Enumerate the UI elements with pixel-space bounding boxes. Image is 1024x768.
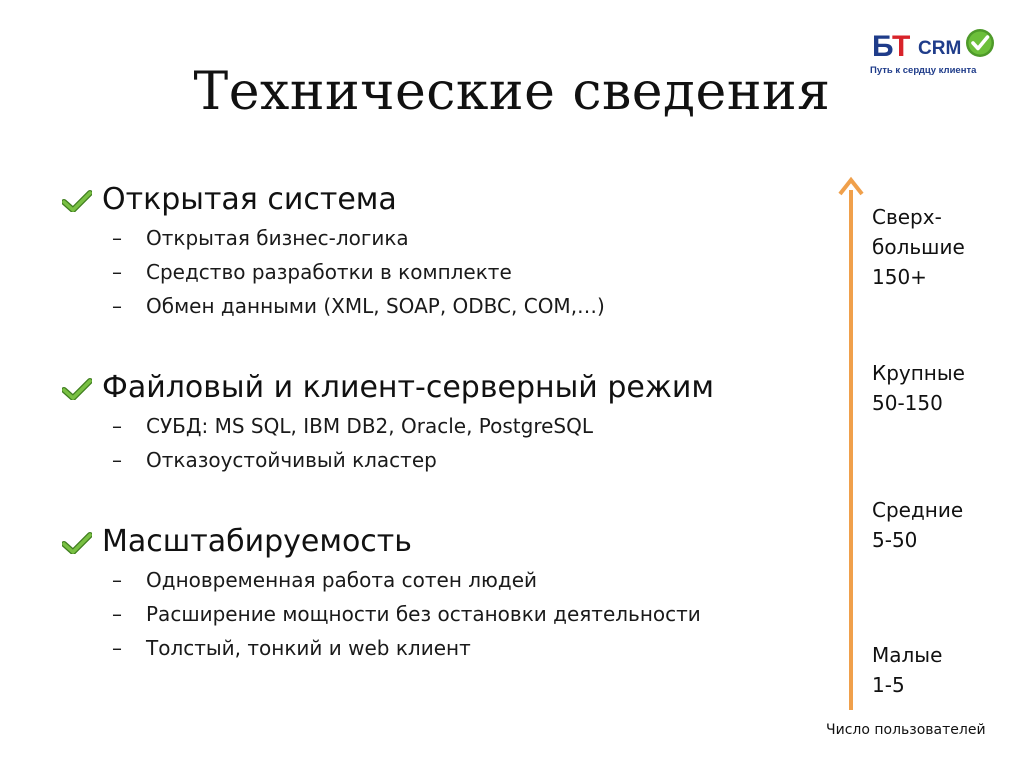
axis-caption: Число пользователей	[826, 722, 986, 738]
list-item-text: Одновременная работа сотен людей	[146, 568, 538, 592]
logo-letter-b: Б	[872, 30, 894, 63]
scale-level-name: Средние	[872, 498, 964, 522]
check-icon	[62, 532, 92, 554]
scale-level-name-line1: Сверх-	[872, 205, 942, 229]
list-item-text: Расширение мощности без остановки деятельности	[146, 602, 701, 626]
scale-level-extra-large	[872, 202, 965, 292]
section-scalability	[62, 524, 832, 666]
scale-level-name: Крупные	[872, 361, 965, 385]
list-item	[62, 290, 832, 324]
list-item-text: Отказоустойчивый кластер	[146, 448, 437, 472]
list-item	[62, 444, 832, 478]
sub-list	[62, 410, 832, 478]
check-icon	[62, 190, 92, 212]
list-item	[62, 632, 832, 666]
up-arrow-icon	[836, 176, 866, 712]
scale-level-range: 150+	[872, 265, 927, 289]
list-item-text: Толстый, тонкий и web клиент	[146, 636, 471, 660]
list-item	[62, 598, 832, 632]
section-heading-row	[62, 524, 832, 564]
dash-bullet: –	[112, 226, 122, 250]
sub-list	[62, 222, 832, 324]
list-item	[62, 564, 832, 598]
scale-level-range: 5-50	[872, 528, 918, 552]
list-item	[62, 222, 832, 256]
list-item	[62, 256, 832, 290]
section-file-client-server	[62, 370, 832, 478]
section-heading-row	[62, 370, 832, 410]
section-heading: Масштабируемость	[102, 524, 412, 559]
dash-bullet: –	[112, 602, 122, 626]
scale-level-name: Малые	[872, 643, 943, 667]
section-open-system	[62, 182, 832, 324]
logo-tagline: Путь к сердцу клиента	[870, 65, 977, 76]
logo-letter-t: Т	[892, 30, 911, 63]
dash-bullet: –	[112, 294, 122, 318]
list-item-text: Средство разработки в комплекте	[146, 260, 512, 284]
scale-level-range: 1-5	[872, 673, 905, 697]
list-item	[62, 410, 832, 444]
scale-level-large	[872, 358, 965, 418]
dash-bullet: –	[112, 260, 122, 284]
section-heading: Файловый и клиент-серверный режим	[102, 370, 714, 405]
scale-level-name-line2: большие	[872, 235, 965, 259]
scale-level-medium	[872, 495, 963, 555]
dash-bullet: –	[112, 448, 122, 472]
dash-bullet: –	[112, 568, 122, 592]
list-item-text: Обмен данными (XML, SOAP, ODBC, COM,…)	[146, 294, 605, 318]
slide-title: Технические сведения	[193, 62, 831, 122]
dash-bullet: –	[112, 414, 122, 438]
logo-crm-text: CRM	[918, 38, 962, 59]
list-item-text: СУБД: MS SQL, IBM DB2, Oracle, PostgreSQL	[146, 414, 593, 438]
scale-level-range: 50-150	[872, 391, 943, 415]
list-item-text: Открытая бизнес-логика	[146, 226, 409, 250]
section-heading: Открытая система	[102, 182, 397, 217]
sub-list	[62, 564, 832, 666]
scale-level-small	[872, 640, 942, 700]
dash-bullet: –	[112, 636, 122, 660]
section-heading-row	[62, 182, 832, 222]
check-icon	[62, 378, 92, 400]
